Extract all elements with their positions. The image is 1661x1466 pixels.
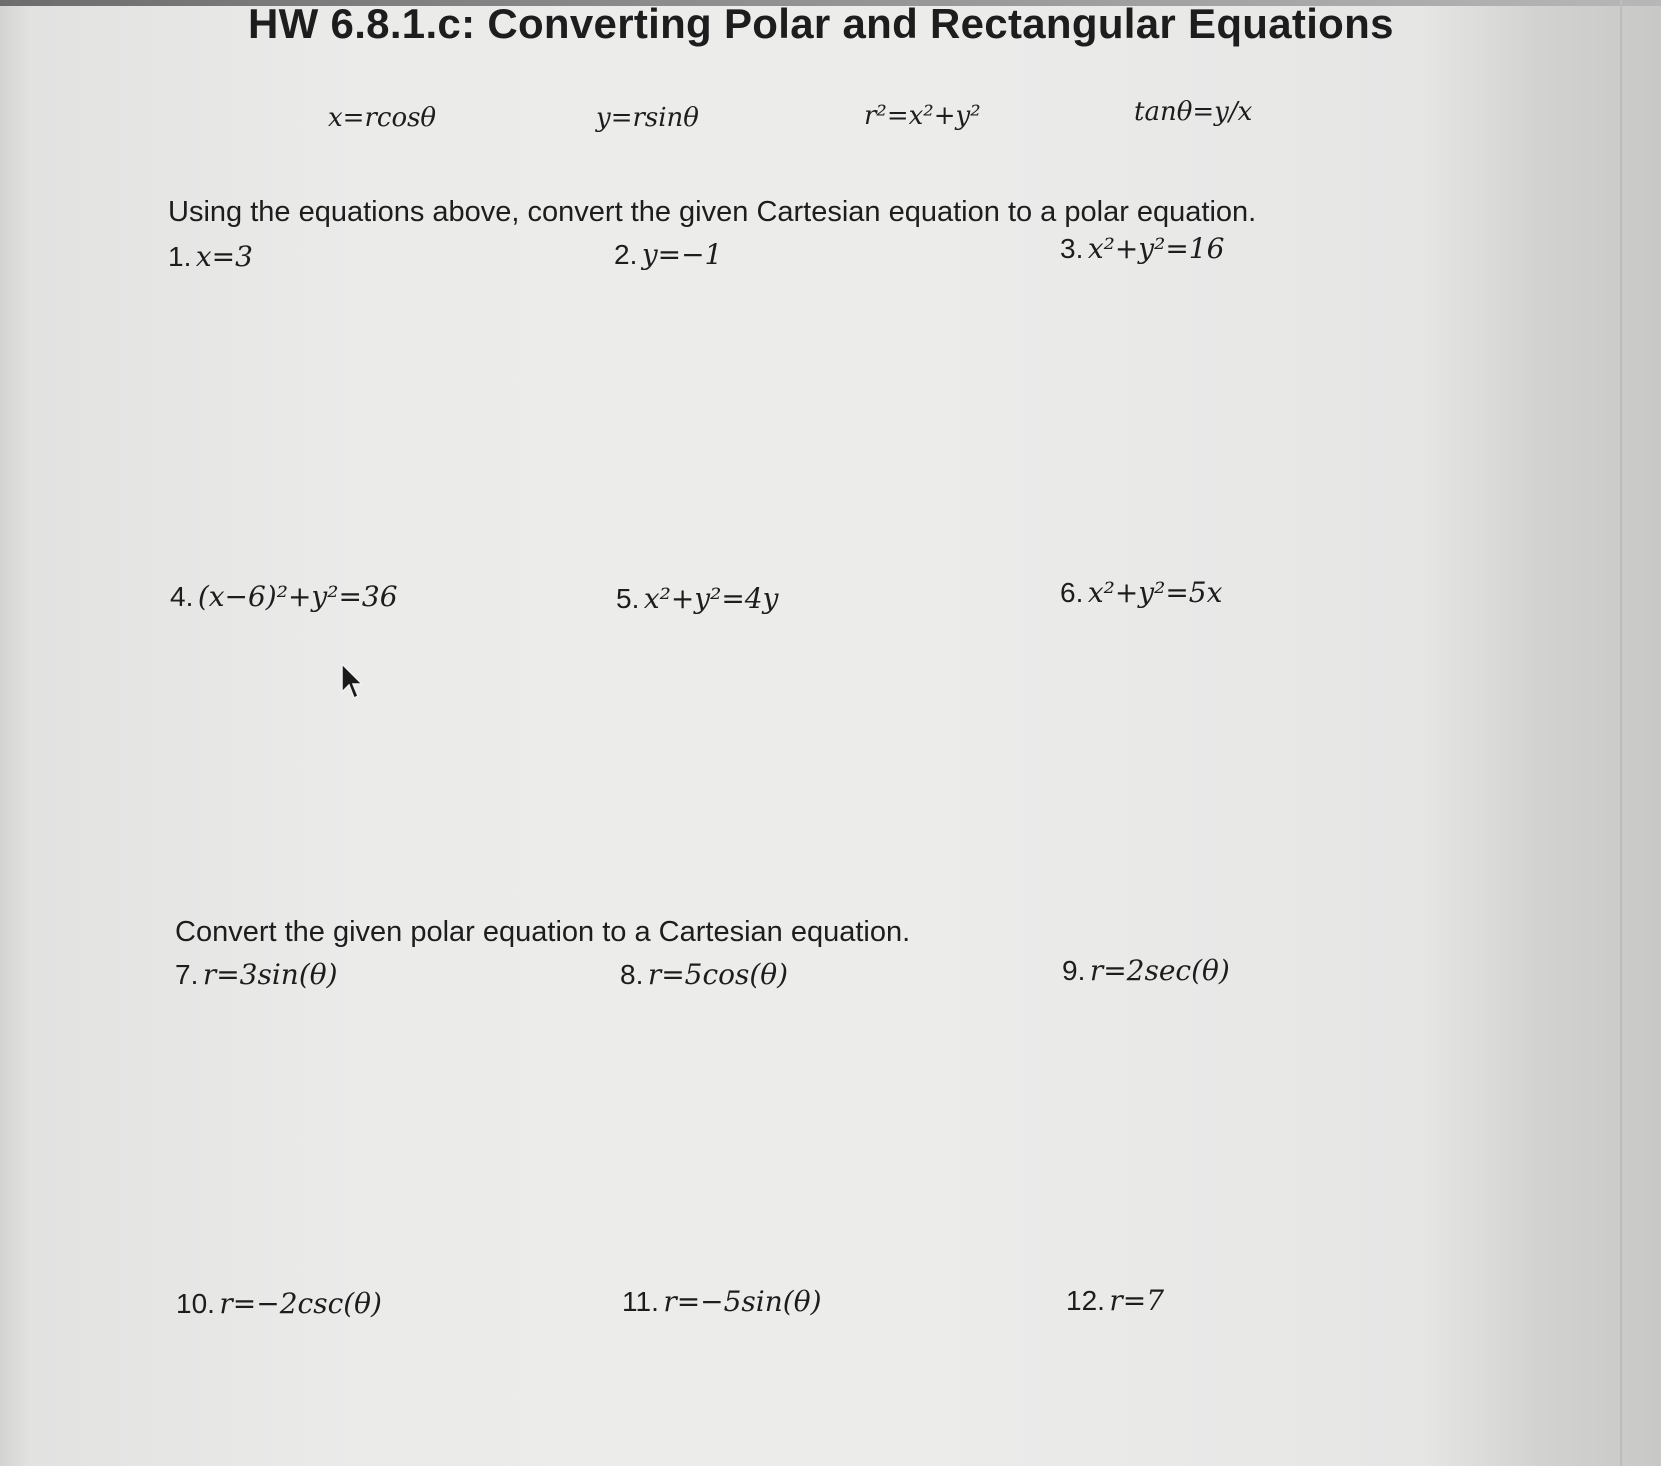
problem-number: 4. [170,581,194,612]
problem-equation: x=3 [195,240,253,273]
problem-number: 11. [622,1286,659,1317]
mouse-cursor-icon [340,662,364,702]
problem-equation: r=3sin(θ) [202,958,338,991]
problem-number: 2. [614,239,638,270]
page-title: HW 6.8.1.c: Converting Polar and Rectangular Equations [248,0,1394,47]
formula-tan: tanθ=y/x [1134,97,1253,127]
section1-instruction: Using the equations above, convert the given Cartesian equation to a polar equation. [168,196,1257,228]
formula-r-squared: r²=x²+y² [864,101,981,131]
problem-3 [1060,232,1224,265]
problem-number: 5. [616,583,640,614]
problem-7 [175,958,338,991]
problem-number: 8. [620,959,644,990]
problem-2 [614,238,722,271]
problem-6 [1060,576,1222,609]
problem-number: 1. [168,241,192,272]
problem-equation: y=−1 [641,238,723,271]
problem-equation: x²+y²=5x [1087,576,1223,609]
formula-y: y=rsinθ [596,103,699,133]
problem-equation: r=−2csc(θ) [219,1287,382,1320]
problem-number: 3. [1060,233,1084,264]
page-right-edge [1620,0,1622,1466]
problem-1 [168,240,253,273]
problem-number: 6. [1060,577,1084,608]
problem-equation: r=−5sin(θ) [663,1285,822,1318]
problem-equation: x²+y²=4y [643,582,779,615]
problem-equation: (x−6)²+y²=36 [197,580,398,613]
problem-equation: r=2sec(θ) [1089,954,1230,987]
problem-5 [616,582,778,615]
problem-number: 10. [176,1288,215,1319]
problem-12 [1066,1284,1164,1317]
section2-instruction: Convert the given polar equation to a Cartesian equation. [175,916,911,948]
problem-equation: r=7 [1109,1284,1165,1317]
problem-number: 7. [175,959,199,990]
problem-equation: r=5cos(θ) [647,958,789,991]
problem-number: 9. [1062,955,1086,986]
problem-9 [1062,954,1230,987]
problem-10 [176,1287,382,1320]
formula-x: x=rcosθ [328,103,437,133]
problem-equation: x²+y²=16 [1087,232,1225,265]
problem-number: 12. [1066,1285,1105,1316]
problem-4 [170,580,398,613]
problem-8 [620,958,788,991]
problem-11 [622,1285,822,1318]
